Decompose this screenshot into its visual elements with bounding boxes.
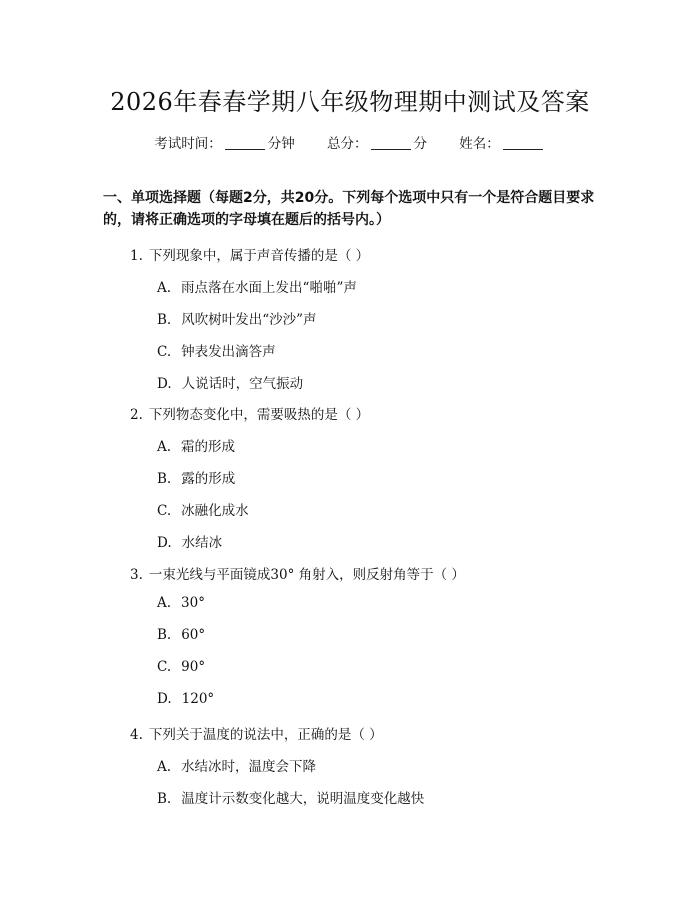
option-text: 冰融化成水	[181, 503, 249, 519]
option-letter: A.	[157, 759, 172, 775]
section-heading: 一、单项选择题（每题2分，共20分。下列每个选项中只有一个是符合题目要求的，请将正确选项的字母填在题后的括号内。）	[103, 190, 595, 228]
option-1a	[157, 276, 357, 296]
total-score	[327, 132, 427, 152]
option-letter: B.	[157, 791, 172, 807]
option-letter: C.	[157, 659, 172, 675]
option-text: 水结冰	[181, 535, 223, 551]
option-letter: D.	[157, 376, 172, 392]
question-text: 下列关于温度的说法中，正确的是（ ）	[148, 727, 383, 743]
option-4b	[157, 787, 424, 807]
score-blank	[371, 135, 411, 150]
score-unit: 分	[413, 136, 427, 152]
question-1	[130, 244, 369, 264]
option-3c	[157, 659, 205, 675]
question-number: 1.	[130, 248, 143, 264]
score-label: 总分：	[327, 136, 368, 152]
option-2a	[157, 435, 235, 455]
time-unit: 分钟	[267, 136, 295, 152]
exam-meta	[0, 132, 700, 152]
student-name	[459, 132, 546, 152]
option-text: 霜的形成	[181, 439, 236, 455]
option-letter: B.	[157, 471, 172, 487]
time-blank	[225, 135, 265, 150]
option-letter: D.	[157, 535, 172, 551]
question-3	[130, 563, 465, 583]
option-1c	[157, 340, 276, 360]
option-text: 90°	[181, 659, 206, 675]
name-label: 姓名：	[459, 136, 500, 152]
option-letter: A.	[157, 595, 172, 611]
page-title: 2026年春春学期八年级物理期中测试及答案	[110, 88, 590, 116]
name-blank	[503, 135, 543, 150]
option-letter: A.	[157, 280, 172, 296]
option-3d	[157, 691, 214, 707]
option-text: 60°	[181, 627, 206, 643]
option-letter: A.	[157, 439, 172, 455]
time-label: 考试时间：	[154, 136, 222, 152]
question-number: 4.	[130, 727, 143, 743]
question-text: 一束光线与平面镜成30° 角射入，则反射角等于（ ）	[148, 567, 465, 583]
question-text: 下列现象中，属于声音传播的是（ ）	[148, 248, 370, 264]
exam-time	[154, 132, 295, 152]
option-text: 人说话时，空气振动	[181, 376, 304, 392]
option-text: 30°	[181, 595, 205, 611]
option-1d	[157, 372, 303, 392]
option-text: 温度计示数变化越大，说明温度变化越快	[181, 791, 425, 807]
option-3a	[157, 595, 205, 611]
option-letter: B.	[157, 627, 172, 643]
option-letter: D.	[157, 691, 172, 707]
question-text: 下列物态变化中，需要吸热的是（ ）	[148, 407, 370, 423]
option-text: 雨点落在水面上发出“啪啪”声	[181, 280, 357, 296]
option-2d	[157, 531, 222, 551]
option-text: 120°	[181, 691, 215, 707]
option-text: 水结冰时，温度会下降	[181, 759, 317, 775]
option-text: 风吹树叶发出“沙沙”声	[181, 312, 317, 328]
option-letter: B.	[157, 312, 172, 328]
question-2	[130, 403, 369, 423]
question-number: 3.	[130, 567, 143, 583]
option-letter: C.	[157, 344, 172, 360]
question-4	[130, 723, 383, 743]
question-number: 2.	[130, 407, 143, 423]
option-3b	[157, 627, 205, 643]
option-letter: C.	[157, 503, 172, 519]
option-4a	[157, 755, 316, 775]
option-text: 露的形成	[181, 471, 236, 487]
option-2c	[157, 499, 249, 519]
option-2b	[157, 467, 235, 487]
option-1b	[157, 308, 317, 328]
option-text: 钟表发出滴答声	[181, 344, 276, 360]
